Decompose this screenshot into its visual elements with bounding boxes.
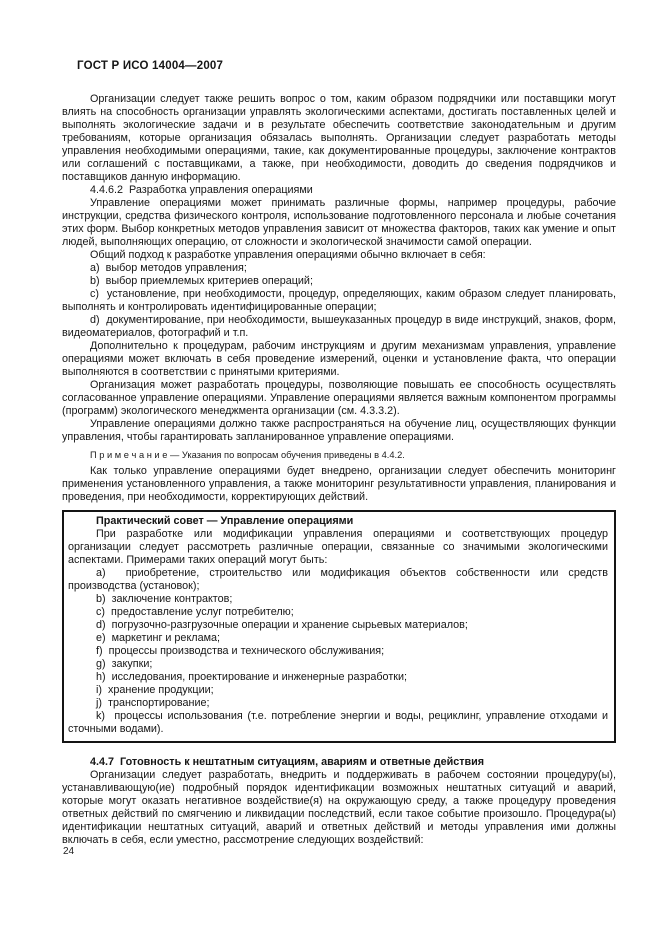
list-item-a: a) выбор методов управления; (90, 262, 247, 274)
paragraph-contractors-suppliers: Организации следует также решить вопрос о том, каким образом подрядчики или поставщики могут влиять на способность организации управлять экологическими аспектами, достигать поставленных целей и выполнять экологические задачи и в результате обеспечить соответствие законодательным и другим требованиям, которые организация обязалась выполнять. Организации следует разработать методы управления необходимыми операциями, такие, как документированные процедуры, заключение контрактов или соглашений с поставщиками, а также, при необходимости, доводить до сведения подрядчиков и поставщиков данную информацию. (62, 93, 616, 183)
paragraph-monitoring: Как только управление операциями будет внедрено, организации следует обеспечить мониторинг применения установленного управления, а также мониторинг результативности управления, планирования и проведения, при необходимости, корректирующих действий. (62, 465, 616, 503)
paragraph-additional-mechanisms: Дополнительно к процедурам, рабочим инструкциям и другим механизмам управления, управление операциями может включать в себя проведение измерений, оценки и установление факта, что операции выполняются в соответствии с принятыми критериями. (62, 340, 616, 378)
paragraph-control-forms: Управление операциями может принимать различные формы, например процедуры, рабочие инструкции, средства физического контроля, использование подготовленного персонала и любые сочетания этих форм. Выбор конкретных методов управления зависит от множества факторов, таких как умение и опыт людей, выполняющих операцию, от сложности и экологической значимости самой операции. (62, 197, 616, 248)
subclause-447-heading: 4.4.7 Готовность к нештатным ситуациям, авариям и ответные действия (90, 756, 485, 768)
paragraph-org-procedures: Организация может разработать процедуры, позволяющие повышать ее способность осуществлять согласованное управление операциями. Управление операциями является важным компонентом программы (программ) экологического менеджмента организации (см. 4.3.3.2). (62, 379, 616, 417)
paragraph-general-approach: Общий подход к разработке управления операциями обычно включает в себя: (90, 249, 486, 261)
advice-item-a: a) приобретение, строительство или модификация объектов собственности или средств производства (установок); (68, 567, 608, 592)
advice-item-b: b) заключение контрактов; (96, 593, 233, 605)
advice-item-e: e) маркетинг и реклама; (96, 632, 221, 644)
advice-item-h: h) исследования, проектирование и инженерные разработки; (96, 671, 408, 683)
page-number: 24 (63, 846, 75, 857)
advice-item-j: j) транспортирование; (96, 697, 210, 709)
advice-box-title: Практический совет — Управление операциями (96, 515, 354, 527)
list-item-b: b) выбор приемлемых критериев операций; (90, 275, 313, 287)
advice-item-k: k) процессы использования (т.е. потребление энергии и воды, рециклинг, управление отходами и сточными водами). (68, 710, 608, 735)
paragraph-training: Управление операциями должно также распространяться на обучение лиц, осуществляющих функции управления, чтобы гарантировать запланированное управление операциями. (62, 418, 616, 443)
practical-advice-box (62, 510, 616, 743)
note-training-reference: П р и м е ч а н и е — Указания по вопросам обучения приведены в 4.4.2. (90, 450, 405, 460)
advice-item-d: d) погрузочно-разгрузочные операции и хранение сырьевых материалов; (96, 619, 468, 631)
advice-item-i: i) хранение продукции; (96, 684, 214, 696)
page-body (62, 93, 616, 847)
subclause-4462-heading: 4.4.6.2 Разработка управления операциями (90, 184, 313, 196)
list-item-c: c) установление, при необходимости, процедур, определяющих, каким образом следует планировать, выполнять и контролировать идентифицированные операции; (62, 288, 616, 313)
paragraph-emergency-preparedness: Организации следует разработать, внедрить и поддерживать в рабочем состоянии процедуру(ы), устанавливающую(ие) подробный порядок идентификации возможных нештатных ситуаций и аварий, которые могут оказать негативное воздействие(я) на окружающую среду, а также процедуру проведения ответных действий по смягчению и ликвидации последствий, если такое событие произошло. Процедура(ы) идентификации нештатных ситуаций, аварий и ответных действий и методы управления ими должны включать в себя, если уместно, рассмотрение следующих воздействий: (62, 769, 616, 846)
doc-code-header: ГОСТ Р ИСО 14004—2007 (77, 60, 224, 72)
advice-box-intro: При разработке или модификации управления операциями и соответствующих процедур организации следует рассмотреть различные операции, связанные со значимыми экологическими аспектами. Примерами таких операций могут быть: (68, 528, 608, 566)
advice-item-f: f) процессы производства и технического обслуживания; (96, 645, 385, 657)
advice-item-c: c) предоставление услуг потребителю; (96, 606, 294, 618)
list-item-d: d) документирование, при необходимости, вышеуказанных процедур в виде инструкций, знаков, форм, видеоматериалов, фотографий и т.п. (62, 314, 616, 339)
advice-item-g: g) закупки; (96, 658, 153, 670)
